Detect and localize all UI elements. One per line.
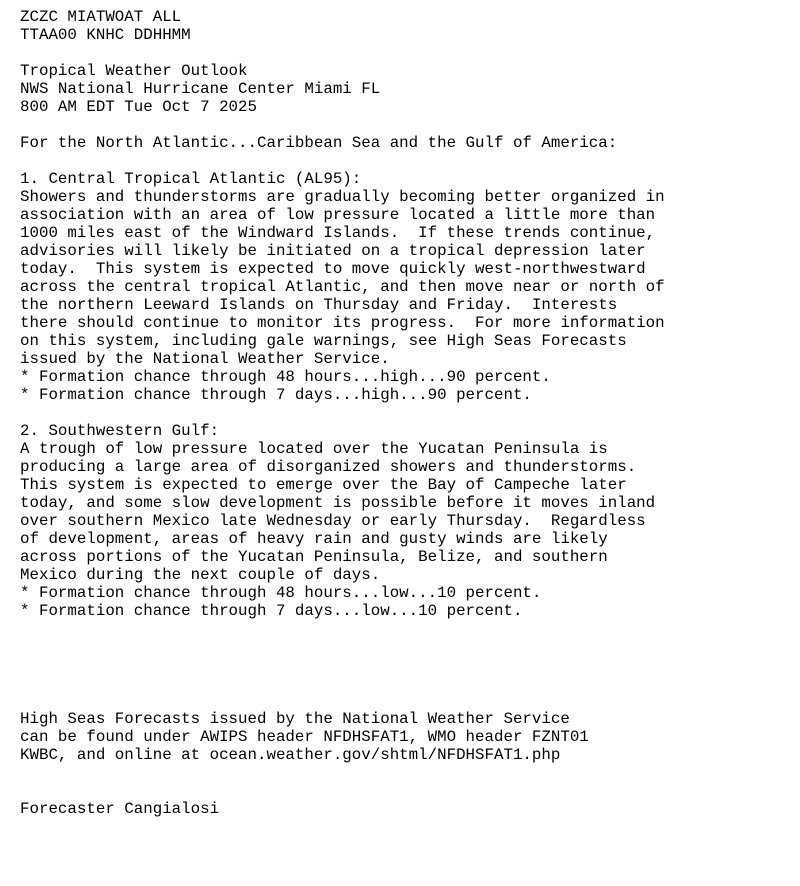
tropical-weather-outlook-text: ZCZC MIATWOAT ALL TTAA00 KNHC DDHHMM Tropical Weather Outlook NWS National Hurricane Center Miami FL 800 AM EDT Tue Oct 7 2025 For the North Atlantic...Caribbean Sea and the Gulf of America: 1. Central Tropical Atlantic (AL95): Showers and thunderstorms are gradually becoming better organized in association with an area of low pressure located a little more than 1000 miles east of the Windward Islands. If these trends continue, advisories will likely be initiated on a tropical depression later today. This system is expected to move quickly west-northwestward across the central tropical Atlantic, and then move near or north of the northern Leeward Islands on Thursday and Friday. Interests there should continue to monitor its progress. For more information on this system, including gale warnings, see High Seas Forecasts issued by the National Weather Service. * Formation chance through 48 hours...high...90 percent. * Formation chance through 7 days...high...90 percent. 2. Southwestern Gulf: A trough of low pressure located over the Yucatan Peninsula is producing a large area of disorganized showers and thunderstorms. This system is expected to emerge over the Bay of Campeche later today, and some slow development is possible before it moves inland over southern Mexico late Wednesday or early Thursday. Regardless of development, areas of heavy rain and gusty winds are likely across portions of the Yucatan Peninsula, Belize, and southern Mexico during the next couple of days. * Formation chance through 48 hours...low...10 percent. * Formation chance through 7 days...low...10 percent. High Seas Forecasts issued by the National Weather Service can be found under AWIPS header NFDHSFAT1, WMO header FZNT01 KWBC, and online at ocean.weather.gov/shtml/NFDHSFAT1.php Forecaster Cangialosi (20, 8, 665, 818)
